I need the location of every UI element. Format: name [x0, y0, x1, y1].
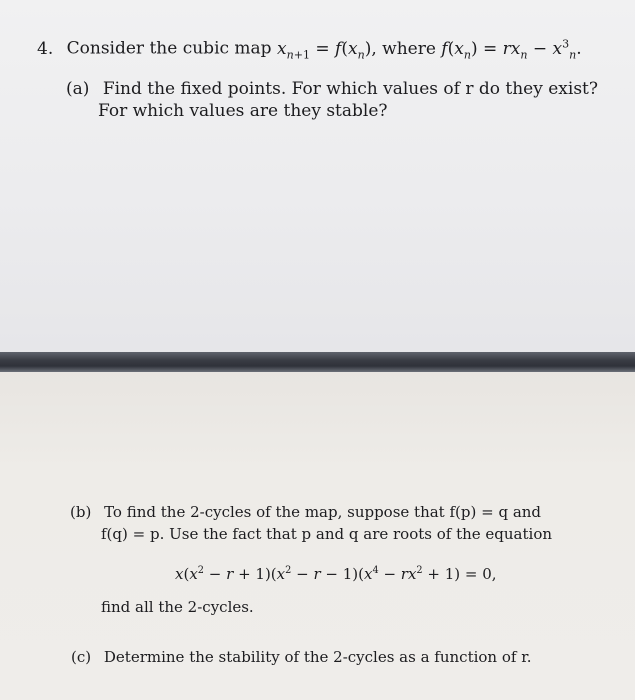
part-c-line-1 [71, 648, 532, 666]
question-number: 4. [37, 38, 54, 59]
part-b-line-1 [70, 503, 541, 521]
part-a-label: (a) [66, 79, 90, 99]
part-b-equation: $x(x^2 - r + 1)(x^2 - r - 1)(x^4 - rx^2 + 1) = 0$, [175, 565, 497, 583]
part-a-text-1: Find the fixed points. For which values of r do they exist? [102, 79, 599, 99]
part-c-text-1: Determine the stability of the 2-cycles as a function of r. [103, 648, 532, 666]
part-b-label: (b) [70, 503, 92, 521]
part-a-line-2: For which values are they stable? [98, 101, 388, 121]
part-b-line-2: f(q) = p. Use the fact that p and q are roots of the equation [101, 525, 553, 543]
question-4-heading [37, 37, 582, 61]
part-c-label: (c) [71, 648, 92, 666]
question-prefix: Consider the cubic map [66, 38, 272, 59]
question-equation: $x_{n+1} = f(x_n)$, where $f(x_n) = rx_n - x^3_n$. [276, 37, 582, 62]
part-b-text-1: To find the 2-cycles of the map, suppose that f(p) = q and [104, 503, 542, 521]
paper-fold-shadow [0, 352, 635, 372]
part-b-line-3: find all the 2-cycles. [101, 598, 254, 616]
part-a-line-1 [66, 79, 598, 99]
